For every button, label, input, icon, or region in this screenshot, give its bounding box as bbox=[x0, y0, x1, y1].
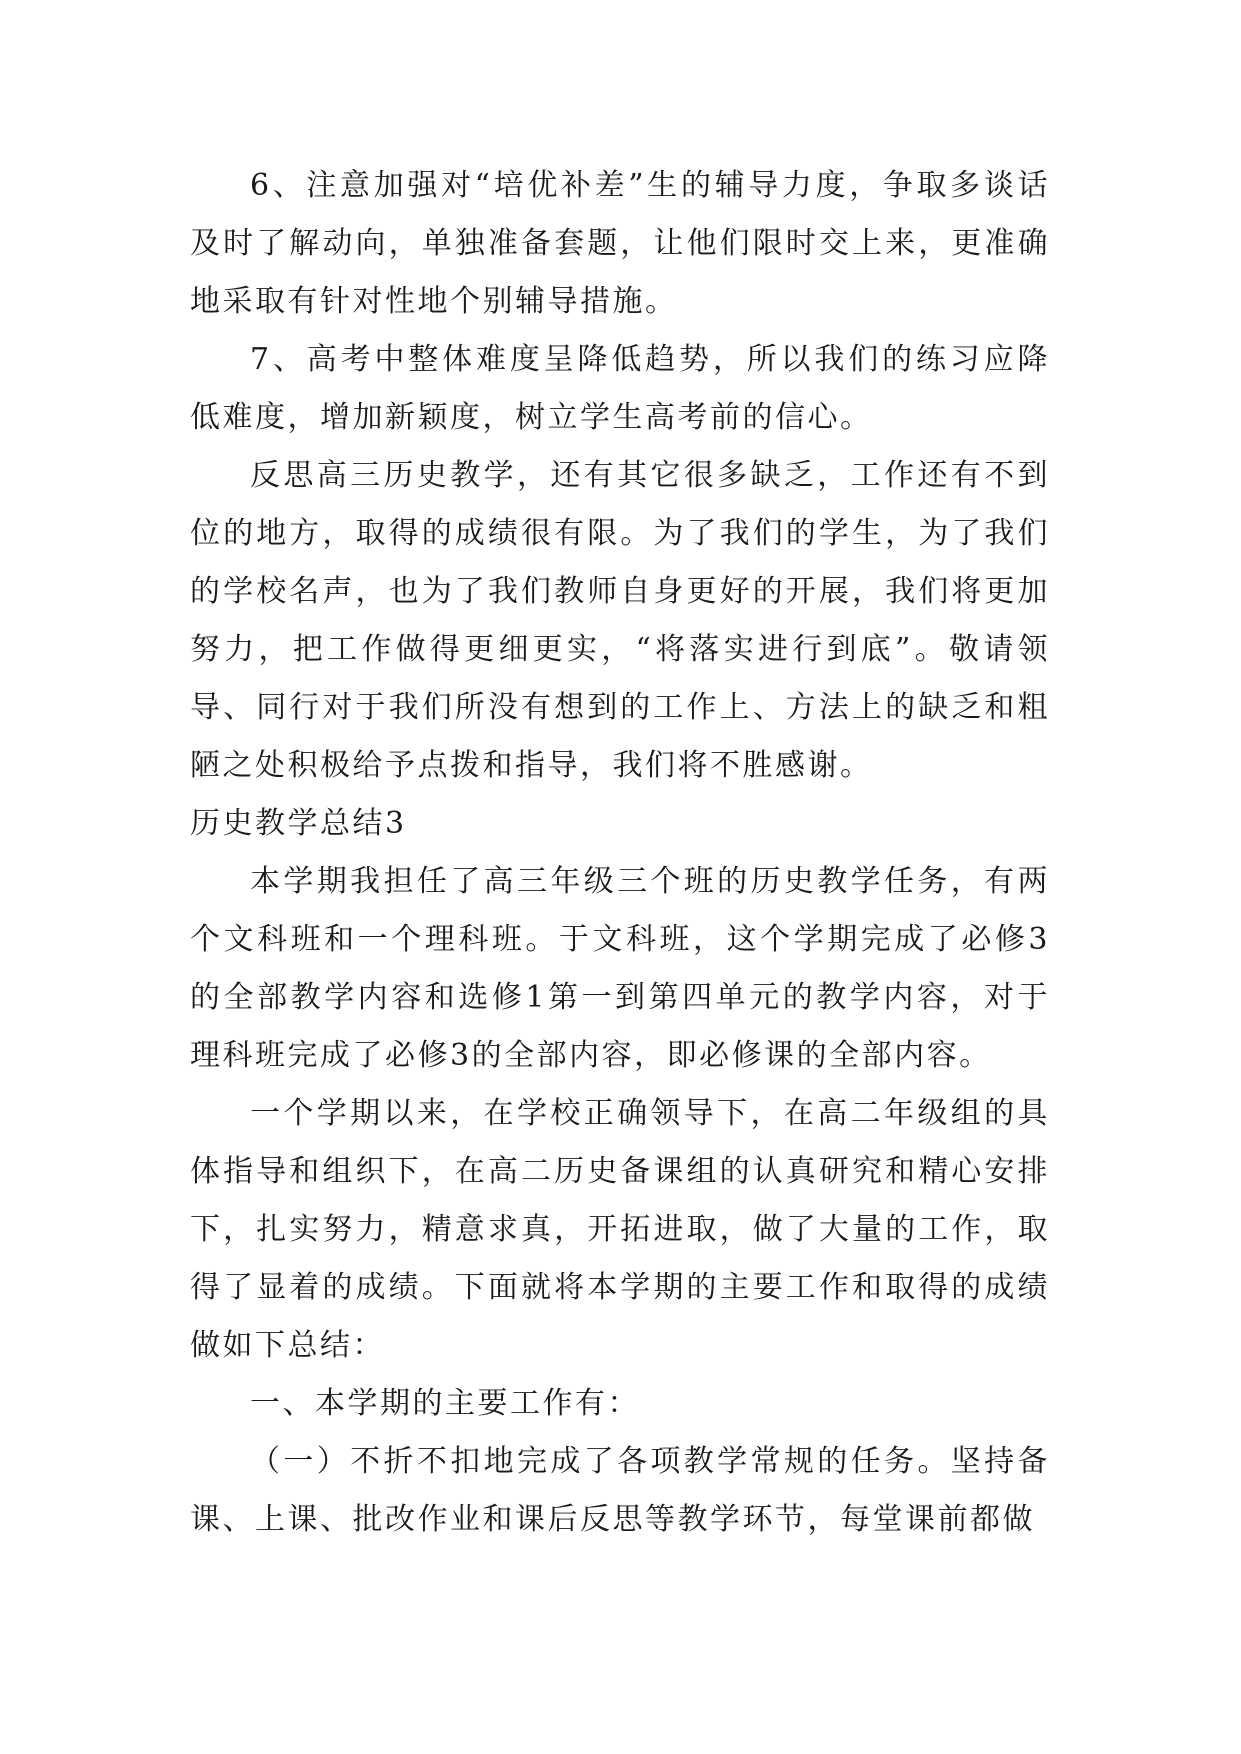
paragraph-item-6: 6、注意加强对“培优补差”生的辅导力度，争取多谈话及时了解动向，单独准备套题，让他们限时交上来，更准确地采取有针对性地个别辅导措施。 bbox=[190, 168, 1050, 319]
paragraph-semester-summary: 一个学期以来，在学校正确领导下，在高二年级组的具体指导和组织下，在高二历史备课组的认真研究和精心安排下，扎实努力，精意求真，开拓进取，做了大量的工作，取得了显着的成绩。下面就将本学期的主要工作和取得的成绩做如下总结： bbox=[190, 1096, 1050, 1363]
section-title: 历史教学总结3 bbox=[190, 806, 407, 841]
paragraph-item-7: 7、高考中整体难度呈降低趋势，所以我们的练习应降低难度，增加新颖度，树立学生高考前的信心。 bbox=[190, 342, 1050, 435]
paragraph-main-work-heading: 一、本学期的主要工作有： bbox=[250, 1386, 640, 1421]
document-body bbox=[190, 157, 1050, 1549]
paragraph-routine-tasks: （一）不折不扣地完成了各项教学常规的任务。坚持备课、上课、批改作业和课后反思等教学环节，每堂课前都做 bbox=[190, 1444, 1050, 1537]
paragraph-reflection: 反思高三历史教学，还有其它很多缺乏，工作还有不到位的地方，取得的成绩很有限。为了我们的学生，为了我们的学校名声，也为了我们教师自身更好的开展，我们将更加努力，把工作做得更细更实，“将落实进行到底”。敬请领导、同行对于我们所没有想到的工作上、方法上的缺乏和粗陋之处积极给予点拨和指导，我们将不胜感谢。 bbox=[190, 458, 1050, 783]
paragraph-teaching-task: 本学期我担任了高三年级三个班的历史教学任务，有两个文科班和一个理科班。于文科班，这个学期完成了必修3的全部教学内容和选修1第一到第四单元的教学内容，对于理科班完成了必修3的全部内容，即必修课的全部内容。 bbox=[190, 864, 1050, 1073]
